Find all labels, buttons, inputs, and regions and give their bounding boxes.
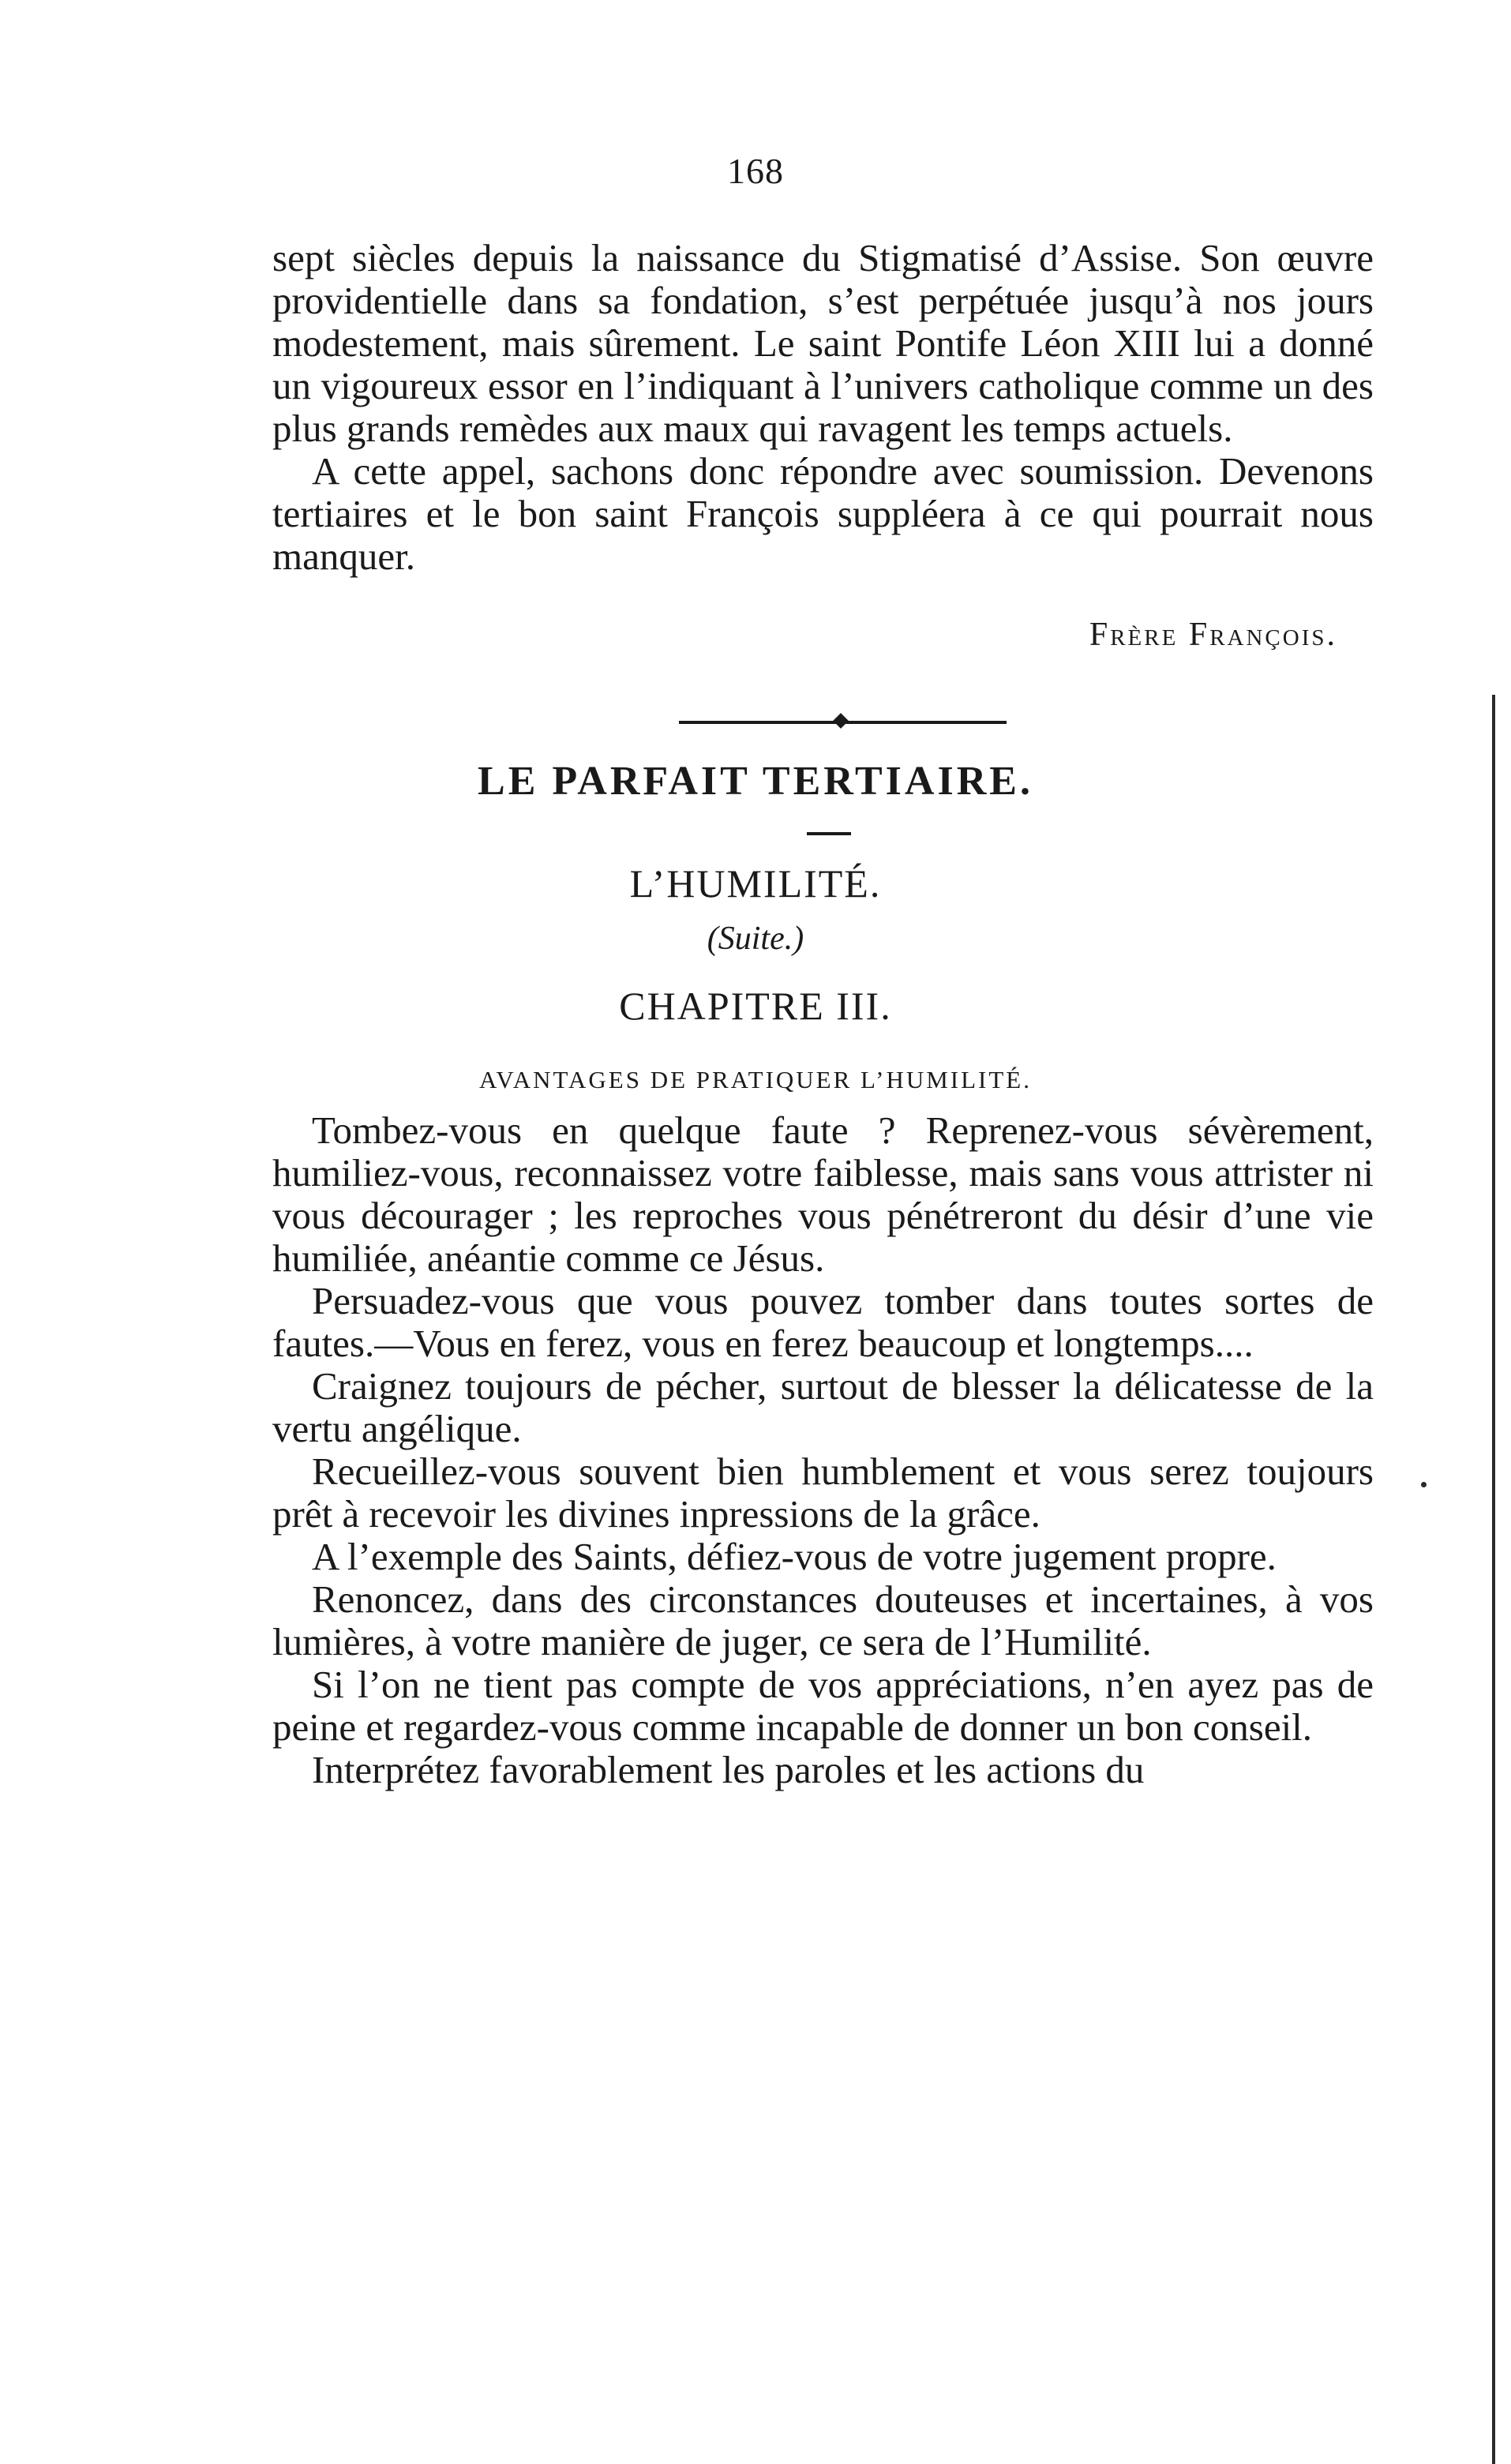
page-number: 168: [727, 151, 784, 191]
subtitle: L’HUMILITÉ.: [629, 861, 882, 906]
paragraph: Persuadez-vous que vous pouvez tomber dans toutes sortes de fautes.—Vous en ferez, vous en ferez beaucoup et longtemps....: [272, 1279, 1374, 1365]
chapter-heading: CHAPITRE III.: [619, 984, 892, 1028]
paragraph: A cette appel, sachons donc répondre avec soumission. Devenons tertiaires et le bon saint François suppléera à ce qui pourrait nous manquer.: [272, 449, 1374, 578]
paragraph: Craignez toujours de pécher, surtout de blesser la délicatesse de la vertu angélique.: [272, 1364, 1374, 1450]
paragraph: sept siècles depuis la naissance du Stigmatisé d’Assise. Son œuvre providentielle dans sa fondation, s’est perpétuée jusqu’à nos jours modestement, mais sûrement. Le saint Pontife Léon XIII lui a donné un vigoureux essor en l’indiquant à l’univers catholique comme un des plus grands remèdes aux maux qui ravagent les temps actuels.: [272, 236, 1374, 450]
ornament-diamond-icon: [833, 713, 849, 729]
short-rule: [807, 832, 851, 835]
suite-note: (Suite.): [707, 921, 804, 957]
paragraph: Tombez-vous en quelque faute ? Reprenez-vous sévèrement, humiliez-vous, reconnaissez votre faiblesse, mais sans vous attrister ni vous décourager ; les reproches vous pénétreront du désir d’une vie humiliée, anéantie comme ce Jésus.: [272, 1108, 1374, 1280]
chapter-subtitle: AVANTAGES DE PRATIQUER L’HUMILITÉ.: [478, 1066, 1032, 1093]
section-title: LE PARFAIT TERTIAIRE.: [478, 759, 1033, 804]
signature: Frère François.: [1089, 617, 1337, 653]
paragraph: Renoncez, dans des circonstances douteuses et incertaines, à vos lumières, à votre manière de juger, ce sera de l’Humilité.: [272, 1577, 1374, 1663]
page-edge-line: [1492, 695, 1495, 2464]
paragraph: Recueillez-vous souvent bien humblement et vous serez toujours prêt à recevoir les divines inpressions de la grâce.: [272, 1450, 1374, 1536]
paragraph: Si l’on ne tient pas compte de vos appréciations, n’en ayez pas de peine et regardez-vous comme incapable de donner un bon conseil.: [272, 1663, 1374, 1749]
paragraph: A l’exemple des Saints, défiez-vous de votre jugement propre.: [312, 1535, 1277, 1578]
paragraph: Interprétez favorablement les paroles et les actions du: [312, 1748, 1145, 1791]
margin-dot: [1421, 1482, 1427, 1487]
top-text-block: [272, 237, 1374, 578]
body-text-block: [272, 1109, 1374, 1791]
